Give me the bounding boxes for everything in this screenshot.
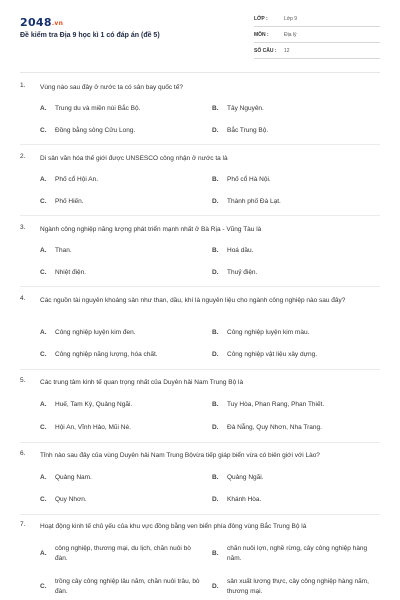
question-number: 1. xyxy=(20,82,26,89)
option-letter: B. xyxy=(212,105,219,112)
option-text: Quảng Nam. xyxy=(55,474,92,481)
option-letter: B. xyxy=(212,247,219,254)
question-text: Di sản văn hóa thế giới được UNSESCO công nhận ở nước ta là xyxy=(40,155,228,162)
option-letter: B. xyxy=(212,329,219,336)
option-letter: C. xyxy=(40,424,47,431)
question-number: 6. xyxy=(20,450,26,457)
option-text: Đồng bằng sông Cửu Long. xyxy=(55,127,136,134)
info-label: MÔN : xyxy=(254,32,269,38)
option-text: chăn nuôi lợn, nghề rừng, cây công nghiệp hàng năm. xyxy=(227,545,368,562)
question-number: 5. xyxy=(20,377,26,384)
question-number: 4. xyxy=(20,295,26,302)
option-letter: D. xyxy=(212,583,219,590)
question-text: Các nguồn tài nguyên khoáng sản như than, dầu, khí là nguyên liệu cho ngành công nghiệp nào sau đây? xyxy=(40,297,346,304)
info-label: LỚP : xyxy=(254,16,268,22)
option-letter: A. xyxy=(40,329,47,336)
logo-tld: .vn xyxy=(51,20,64,27)
question-text: Tỉnh nào sau đây của vùng Duyên hải Nam Trung Bộvừa tiếp giáp biển vừa có biên giới với Lào? xyxy=(40,452,320,459)
option-letter: A. xyxy=(40,105,47,112)
option-text: Công nghiệp vật liệu xây dựng. xyxy=(227,351,317,358)
option-text: Trung du và miền núi Bắc Bộ. xyxy=(55,105,141,112)
option-letter: B. xyxy=(212,550,219,557)
option-letter: A. xyxy=(40,247,47,254)
option-text: Tuy Hòa, Phan Rang, Phan Thiết. xyxy=(227,401,325,408)
question-divider xyxy=(20,369,380,370)
question-number: 2. xyxy=(20,153,26,160)
option-letter: C. xyxy=(40,127,47,134)
option-text: Phố Hiến. xyxy=(55,198,84,205)
option-text: Nhiệt điện. xyxy=(55,269,87,276)
option-letter: D. xyxy=(212,496,219,503)
option-text: Công nghiệp năng lượng, hóa chất. xyxy=(55,351,158,358)
option-text: trồng cây công nghiệp lâu năm, chăn nuôi trâu, bò đàn. xyxy=(55,578,200,595)
option-letter: B. xyxy=(212,474,219,481)
option-letter: B. xyxy=(212,176,219,183)
info-label: SỐ CÂU : xyxy=(254,48,277,54)
option-letter: A. xyxy=(40,474,47,481)
option-text: Quảng Ngãi. xyxy=(227,474,264,481)
info-value: Lớp 9 xyxy=(284,16,298,22)
question-divider xyxy=(20,144,380,145)
option-letter: C. xyxy=(40,496,47,503)
option-text: Bắc Trung Bộ. xyxy=(227,127,269,134)
option-text: Hoá dầu. xyxy=(227,247,254,254)
option-letter: C. xyxy=(40,351,47,358)
option-letter: C. xyxy=(40,269,47,276)
option-text: Phố cổ Hội An. xyxy=(55,176,98,183)
option-letter: B. xyxy=(212,401,219,408)
option-text: công nghiệp, thương mại, du lịch, chăn nuôi bò đàn. xyxy=(55,545,191,562)
option-text: Đà Nẵng, Quy Nhơn, Nha Trang. xyxy=(227,424,322,431)
option-text: Khánh Hòa. xyxy=(227,496,262,503)
option-text: Thuỷ điện. xyxy=(227,269,258,276)
option-text: Huế, Tam Kỳ, Quảng Ngãi. xyxy=(55,401,133,408)
option-text: Than. xyxy=(55,247,72,254)
question-text: Vùng nào sau đây ở nước ta có sân bay quốc tế? xyxy=(40,84,183,91)
option-letter: D. xyxy=(212,269,219,276)
option-text: sản xuất lương thực, cây công nghiệp hàng năm, thương mại. xyxy=(227,578,369,595)
option-text: Công nghiệp luyện kim đen. xyxy=(55,329,136,336)
logo-text: 2048 xyxy=(20,16,52,29)
option-text: Quy Nhơn. xyxy=(55,496,87,503)
question-divider xyxy=(20,442,380,443)
option-letter: C. xyxy=(40,198,47,205)
option-letter: A. xyxy=(40,550,47,557)
option-letter: D. xyxy=(212,351,219,358)
question-text: Ngành công nghiệp năng lượng phát triển mạnh nhất ở Bà Rịa - Vũng Tàu là xyxy=(40,226,262,233)
option-text: Tây Nguyên. xyxy=(227,105,264,112)
page-title: Đề kiểm tra Địa 9 học kì 1 có đáp án (đề 5) xyxy=(20,32,160,39)
question-text: Hoạt động kinh tế chủ yếu của khu vực đồng bằng ven biển phía đông vùng Bắc Trung Bộ là xyxy=(40,523,307,530)
question-divider xyxy=(20,514,380,515)
option-text: Công nghiệp luyện kim màu. xyxy=(227,329,310,336)
question-divider xyxy=(20,286,380,287)
question-number: 7. xyxy=(20,521,26,528)
option-text: Phố cổ Hà Nội. xyxy=(227,176,271,183)
question-number: 3. xyxy=(20,224,26,231)
option-letter: D. xyxy=(212,127,219,134)
question-divider xyxy=(20,215,380,216)
question-text: Các trung tâm kinh tế quan trọng nhất của Duyên hải Nam Trung Bộ là xyxy=(40,379,244,386)
option-letter: C. xyxy=(40,583,47,590)
option-letter: D. xyxy=(212,198,219,205)
option-text: Thành phố Đà Lạt. xyxy=(227,198,281,205)
info-value: 12 xyxy=(284,48,290,54)
info-value: Địa lý xyxy=(284,32,297,38)
option-text: Hội An, Vĩnh Hảo, Mũi Né. xyxy=(55,424,131,431)
option-letter: A. xyxy=(40,176,47,183)
option-letter: D. xyxy=(212,424,219,431)
option-letter: A. xyxy=(40,401,47,408)
